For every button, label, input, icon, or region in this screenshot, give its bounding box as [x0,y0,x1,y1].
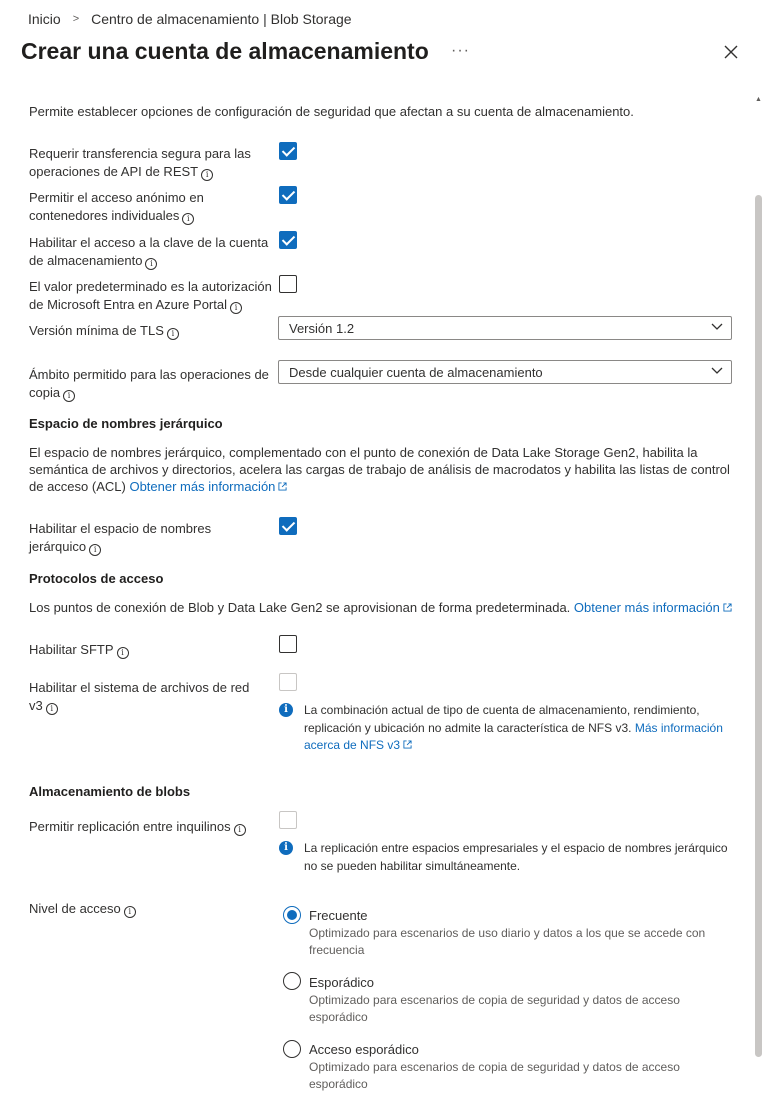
external-link-icon [278,482,287,491]
key-access-label: Habilitar el acceso a la clave de la cuenta de almacenamiento i [29,235,269,268]
hns-description: El espacio de nombres jerárquico, complementado con el punto de conexión de Data Lake Storage Gen2, habilita la semántica de archivos y directorios, acelera las cargas de trabajo de análisis de macrodatos y habilita las listas de control de acceso (ACL) Obtener más información [29,445,730,494]
sftp-checkbox[interactable] [279,635,297,653]
chevron-down-icon [711,367,723,375]
blob-section-title: Almacenamiento de blobs [29,784,191,799]
info-icon[interactable]: i [89,544,101,556]
access-tier-hot-radio[interactable] [283,906,301,924]
sftp-label: Habilitar SFTP i [29,641,274,659]
anonymous-access-label: Permitir el acceso anónimo en contenedores individuales i [29,190,204,223]
nfs-checkbox [279,673,297,691]
access-tier-cold-radio[interactable] [283,1040,301,1058]
external-link-icon [403,740,412,749]
info-icon[interactable]: i [46,703,58,715]
access-tier-cold-description: Optimizado para escenarios de copia de seguridad y datos de acceso esporádico [309,1060,680,1091]
info-icon[interactable]: i [145,258,157,270]
nfs-learn-more-link[interactable]: Más información acerca de NFS v3 [304,720,723,752]
secure-transfer-checkbox[interactable] [279,142,297,160]
nfs-label: Habilitar el sistema de archivos de red v3 i [29,680,250,713]
protocols-learn-more-link[interactable]: Obtener más información [574,600,732,615]
info-filled-icon: i [279,703,293,717]
access-tier-cold-label[interactable]: Acceso esporádico [309,1042,419,1057]
access-tier-hot-description: Optimizado para escenarios de uso diario y datos a los que se accede con frecuencia [309,926,706,957]
access-tier-label: Nivel de acceso i [29,900,274,918]
info-filled-icon: i [279,841,293,855]
hns-section-title: Espacio de nombres jerárquico [29,416,223,431]
info-icon[interactable]: i [63,390,75,402]
hns-enable-checkbox[interactable] [279,517,297,535]
info-icon[interactable]: i [117,647,129,659]
close-icon[interactable] [721,42,741,62]
protocols-section-title: Protocolos de acceso [29,571,164,586]
tls-label: Versión mínima de TLS i [29,322,274,340]
copy-scope-label: Ámbito permitido para las operaciones de copia i [29,367,269,400]
secure-transfer-label: Requerir transferencia segura para las operaciones de API de REST i [29,146,251,179]
scrollbar-thumb[interactable] [755,195,762,1057]
anonymous-access-checkbox[interactable] [279,186,297,204]
cross-tenant-checkbox [279,811,297,829]
access-tier-cool-label[interactable]: Esporádico [309,975,375,990]
breadcrumb-current[interactable]: Centro de almacenamiento | Blob Storage [91,11,352,27]
info-icon[interactable]: i [234,824,246,836]
page-title: Crear una cuenta de almacenamiento [21,38,429,64]
access-tier-hot-label[interactable]: Frecuente [309,908,368,923]
info-icon[interactable]: i [124,906,136,918]
breadcrumb [28,11,352,27]
info-icon[interactable]: i [201,169,213,181]
info-icon[interactable]: i [230,302,242,314]
entra-default-label: El valor predeterminado es la autorización de Microsoft Entra en Azure Portal i [29,279,272,312]
hns-enable-label: Habilitar el espacio de nombres jerárquico i [29,521,212,554]
hns-learn-more-link[interactable]: Obtener más información [129,479,287,494]
chevron-down-icon [711,323,723,331]
breadcrumb-home[interactable]: Inicio [28,11,61,27]
protocols-description: Los puntos de conexión de Blob y Data Lake Gen2 se aprovisionan de forma predeterminada. Obtener más información [29,599,749,616]
entra-default-checkbox[interactable] [279,275,297,293]
more-options-icon[interactable]: ··· [451,42,470,59]
scroll-up-arrow-icon[interactable]: ▲ [755,96,762,103]
info-icon[interactable]: i [167,328,179,340]
copy-scope-dropdown[interactable] [278,360,732,384]
chevron-right-icon: > [72,13,80,25]
access-tier-cool-radio[interactable] [283,972,301,990]
info-icon[interactable]: i [182,213,194,225]
key-access-checkbox[interactable] [279,231,297,249]
tls-version-dropdown[interactable] [278,316,732,340]
access-tier-cool-description: Optimizado para escenarios de copia de seguridad y datos de acceso esporádico [309,993,680,1024]
intro-text: Permite establecer opciones de configuración de seguridad que afectan a su cuenta de almacenamiento. [29,104,634,119]
copy-scope-value: Desde cualquier cuenta de almacenamiento [289,365,543,380]
cross-tenant-label: Permitir replicación entre inquilinos i [29,818,274,836]
tls-version-value: Versión 1.2 [289,321,355,336]
external-link-icon [723,603,732,612]
